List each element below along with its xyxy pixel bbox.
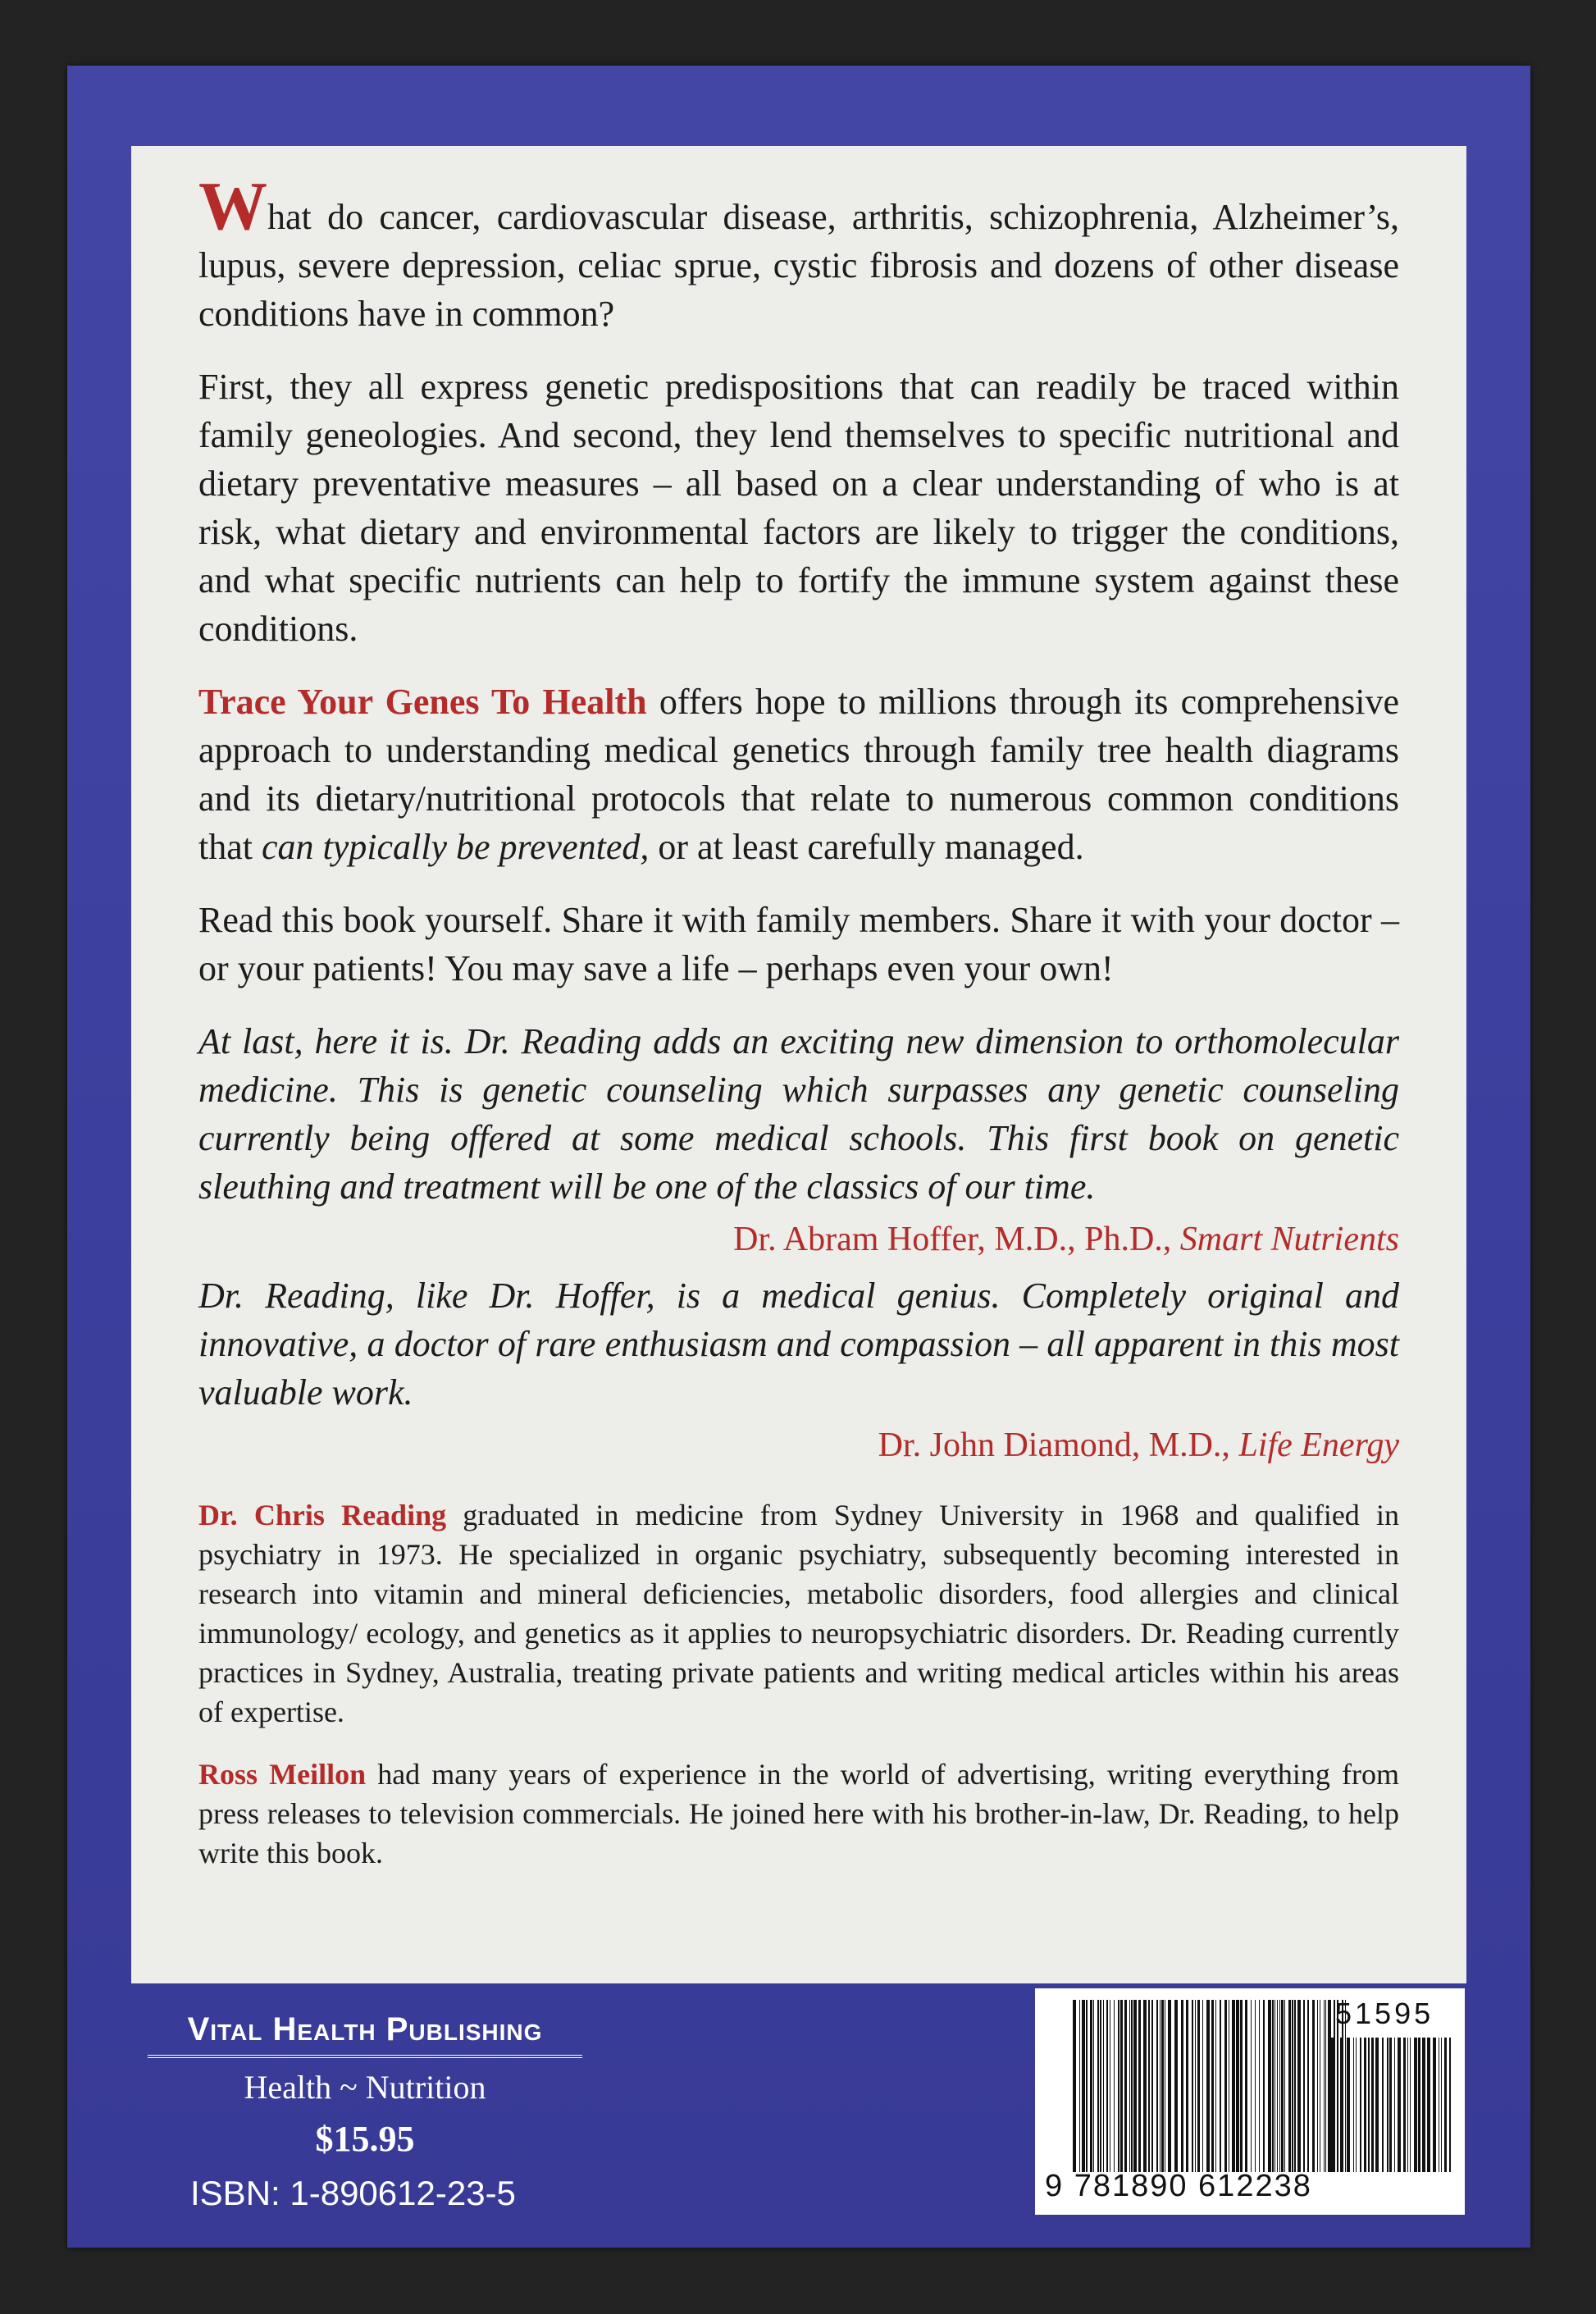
testimonial-diamond-attribution: Dr. John Diamond, M.D., Life Energy — [878, 1426, 1399, 1464]
barcode-bar — [1279, 2000, 1280, 2172]
barcode-bar — [1259, 2000, 1260, 2172]
barcode-bar — [1297, 2000, 1301, 2172]
barcode-bar — [1317, 2000, 1318, 2172]
barcode-bar — [1082, 2000, 1085, 2172]
drop-cap: W — [198, 168, 267, 244]
genetics-paragraph: First, they all express genetic predispositions that can readily be traced within family geneologies. And second, they lend themselves to specific nutritional and dietary preventative measures – all based on a clear understanding of who is at risk, what dietary and environmental factors are likely to trigger the conditions, and what specific nutrients can help to fortify the immune system against these conditions. — [198, 367, 1399, 649]
barcode-bar — [1387, 2038, 1389, 2172]
barcode-bar — [1206, 2000, 1210, 2172]
barcode-bar — [1345, 2038, 1346, 2172]
author-bio-reading: Dr. Chris Reading graduated in medicine from Sydney University in 1968 and qualified in psychiatry in 1973. He specialized in organic psychiatry, subsequently becoming interested in research into vitamin and mineral deficiencies, metabolic disorders, food allergies and clinical immunology/ ecology, and genetics as it applies to neuropsychiatric disorders. Dr. Reading currently practices in Sydney, Australia, treating private patients and writing medical articles within his areas of expertise. — [198, 1499, 1399, 1728]
barcode-bar — [1422, 2038, 1425, 2172]
book-title: Trace Your Genes To Health — [198, 682, 647, 722]
barcode-bar — [1418, 2038, 1420, 2172]
testimonial-diamond: Dr. Reading, like Dr. Hoffer, is a medical genius. Completely original and innovative, a doctor of rare enthusiasm and compassion – all apparent in this most valuable work. — [198, 1276, 1399, 1413]
barcode-bar — [1236, 2000, 1239, 2172]
barcode-bar — [1245, 2000, 1247, 2172]
barcode-bar — [1312, 2000, 1315, 2172]
barcode-bar — [1410, 2038, 1411, 2172]
barcode-bar — [1433, 2038, 1436, 2172]
barcode-bar — [1277, 2000, 1278, 2172]
barcode-bar — [1181, 2000, 1183, 2172]
barcode-bar — [1407, 2038, 1408, 2172]
barcode-bar — [1186, 2000, 1188, 2172]
barcode-bar — [1220, 2000, 1221, 2172]
barcode-bar — [1382, 2038, 1384, 2172]
barcode-bar — [1097, 2000, 1099, 2172]
testimonial-hoffer-attribution: Dr. Abram Hoffer, M.D., Ph.D., Smart Nutrients — [733, 1221, 1399, 1258]
barcode-digits: 9 781890 612238 — [1045, 2169, 1312, 2203]
barcode-bar — [1161, 2000, 1164, 2172]
barcode-bar — [1307, 2000, 1309, 2172]
barcode-bar — [1449, 2038, 1451, 2172]
barcode-bar — [1160, 2000, 1161, 2172]
barcode-bar — [1197, 2000, 1200, 2172]
barcode-bar — [1138, 2000, 1141, 2172]
barcode-bar — [1398, 2038, 1401, 2172]
price-label: $15.95 — [315, 2119, 415, 2159]
barcode-bar — [1375, 2038, 1379, 2172]
barcode-bar — [1272, 2000, 1274, 2172]
barcode-bar — [1347, 2038, 1350, 2172]
barcode-bar — [1100, 2000, 1101, 2172]
barcode-bar — [1131, 2000, 1133, 2172]
barcode-bar — [1444, 2038, 1447, 2172]
barcode-bar — [1284, 2000, 1285, 2172]
barcode-bars-icon — [1073, 2000, 1347, 2172]
barcode-addon-digits: 51595 — [1335, 1997, 1434, 2030]
barcode-bar — [1120, 2000, 1123, 2172]
barcode-bar — [1168, 2000, 1171, 2172]
barcode-bar — [1143, 2000, 1147, 2172]
barcode-bar — [1371, 2038, 1374, 2172]
barcode-bar — [1281, 2000, 1284, 2172]
barcode-bar — [1202, 2000, 1203, 2172]
barcode-bar — [1441, 2038, 1442, 2172]
barcode-bar — [1118, 2000, 1119, 2172]
publisher-tagline: Health ~ Nutrition — [244, 2069, 486, 2106]
isbn-label: ISBN: 1-890612-23-5 — [190, 2174, 516, 2212]
barcode-bar — [1263, 2000, 1265, 2172]
barcode-bar — [1288, 2000, 1291, 2172]
text-panel — [131, 146, 1466, 1983]
barcode-bar — [1389, 2038, 1392, 2172]
barcode-bar — [1148, 2000, 1150, 2172]
barcode-addon-bars-icon — [1330, 2038, 1455, 2172]
barcode-bar — [1090, 2000, 1092, 2172]
testimonial-hoffer: At last, here it is. Dr. Reading adds an exciting new dimension to orthomolecular medicine. This is genetic counseling which surpasses any genetic counseling currently being offered at some medical schools. This first book on genetic sleuthing and treatment will be one of the classics of our time. — [198, 1021, 1399, 1207]
barcode-bar — [1360, 2038, 1361, 2172]
barcode-bar — [1414, 2038, 1417, 2172]
barcode-bar — [1232, 2000, 1235, 2172]
barcode-bar — [1364, 2038, 1366, 2172]
barcode-bar — [1330, 2038, 1334, 2172]
barcode-bar — [1192, 2000, 1193, 2172]
book-pitch-paragraph: Trace Your Genes To Health offers hope to millions through its comprehensive approach to understanding medical genetics through family tree health diagrams and its dietary/nutritional protocols that relate to numerous common conditions that can typically be prevented, or at least carefully managed. — [198, 682, 1399, 867]
author-bio-meillon: Ross Meillon had many years of experience in the world of advertising, writing everything from press releases to television commercials. He joined here with his brother-in-law, Dr. Reading, to help write this book. — [198, 1758, 1399, 1869]
barcode-bar — [1294, 2000, 1296, 2172]
author-name-meillon: Ross Meillon — [198, 1758, 367, 1791]
barcode-bar — [1114, 2000, 1115, 2172]
barcode-bar — [1356, 2038, 1357, 2172]
barcode-bar — [1195, 2000, 1196, 2172]
barcode-bar — [1337, 2038, 1338, 2172]
barcode-bar — [1133, 2000, 1137, 2172]
barcode — [1035, 1988, 1465, 2215]
barcode-bar — [1251, 2000, 1252, 2172]
publisher-block — [148, 2011, 582, 2160]
barcode-bar — [1255, 2000, 1256, 2172]
barcode-bar — [1240, 2000, 1243, 2172]
publisher-name: Vital Health Publishing — [148, 2011, 582, 2058]
barcode-bar — [1124, 2000, 1127, 2172]
barcode-bar — [1394, 2038, 1395, 2172]
barcode-bar — [1086, 2000, 1088, 2172]
barcode-bar — [1268, 2000, 1271, 2172]
barcode-bar — [1215, 2000, 1216, 2172]
barcode-bar — [1427, 2038, 1430, 2172]
barcode-bar — [1368, 2038, 1370, 2172]
barcode-bar — [1325, 2000, 1326, 2172]
barcode-bar — [1106, 2000, 1108, 2172]
barcode-bar — [1073, 2000, 1076, 2172]
barcode-bar — [1403, 2038, 1406, 2172]
barcode-bar — [1324, 2000, 1325, 2172]
barcode-bar — [1103, 2000, 1104, 2172]
barcode-bar — [1303, 2000, 1305, 2172]
barcode-bar — [1353, 2038, 1354, 2172]
author-name-reading: Dr. Chris Reading — [198, 1499, 447, 1531]
barcode-bar — [1151, 2000, 1153, 2172]
barcode-bar — [1224, 2000, 1227, 2172]
intro-paragraph: What do cancer, cardiovascular disease, arthritis, schizophrenia, Alzheimer’s, lupus, severe depression, celiac sprue, cystic fibrosis and dozens of other disease conditions have in common? — [198, 168, 1399, 334]
barcode-bar — [1079, 2000, 1080, 2172]
barcode-bar — [1129, 2000, 1130, 2172]
barcode-bar — [1093, 2000, 1094, 2172]
barcode-bar — [1340, 2038, 1343, 2172]
barcode-bar — [1156, 2000, 1158, 2172]
barcode-bar — [1211, 2000, 1214, 2172]
barcode-bar — [1174, 2000, 1178, 2172]
barcode-bar — [1292, 2000, 1293, 2172]
call-to-action-paragraph: Read this book yourself. Share it with family members. Share it with your doctor – or your patients! You may save a life – perhaps even your own! — [198, 900, 1399, 988]
